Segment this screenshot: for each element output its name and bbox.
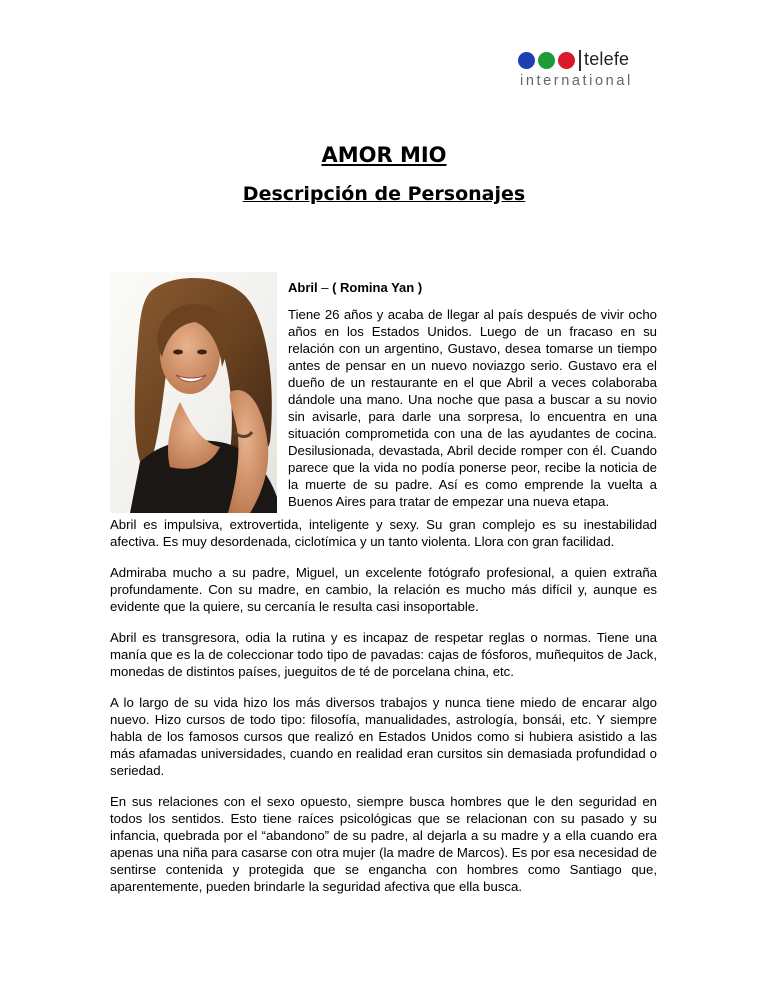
character-name [288,280,422,295]
character-first-name: Abril [288,280,318,295]
character-name-separator: – [317,280,333,295]
character-intro-paragraph: Tiene 26 años y acaba de llegar al país después de vivir ocho años en los Estados Unidos. Luego de un fracaso en su relación con un argentino, Gustavo, desea tomarse un tiempo antes de pensar en un nuevo noviazgo serio. Gustavo era el dueño de un restaurante en el que Abril a veces colaboraba dándole una mano. Una noche que pasa a buscar a su novio sin avisarle, para darle una sorpresa, lo encuentra en una situación comprometida con una de las ayudantes de cocina. Desilusionada, devastada, Abril decide romper con él. Cuando parece que la vida no podía ponerse peor, recibe la noticia de la muerte de su padre. Así es como emprende la vuelta a Buenos Aires para tratar de empezar una nueva etapa. [288,307,657,509]
character-description [110,516,657,909]
telefe-international-logo [518,50,642,92]
logo-red-dot [558,52,575,69]
description-paragraph-5: En sus relaciones con el sexo opuesto, siempre busca hombres que le den seguridad en todos los sentidos. Esto tiene raíces psicológicas que se relacionan con su pasado y su infancia, quebrada por el “abandono” de su padre, al dejarla a su madre y a ella cuando era apenas una niña para casarse con otra mujer (la madre de Marcos). Es por esa necesidad de sentirse contenida y protegida que se engancha con hombres como Santiago que, aparentemente, pueden brindarle la seguridad afectiva que ella busca. [110,794,657,894]
description-paragraph-2: Admiraba mucho a su padre, Miguel, un excelente fotógrafo profesional, a quien extraña profundamente. Con su madre, en cambio, la relación es mucho más difícil y, aunque es evidente que la quiere, su cercanía le resulta casi insoportable. [110,565,657,614]
character-photo [110,272,277,513]
description-paragraph-4: A lo largo de su vida hizo los más diversos trabajos y nunca tiene miedo de encarar algo nuevo. Hizo cursos de todo tipo: filosofía, manualidades, astrología, bonsái, etc. Y siempre habla de los famosos cursos que realizó en Estados Unidos como si hubiera asistido a las más afamadas universidades, cuando en realidad eran cursitos sin demasiada profundidad o seriedad. [110,695,657,778]
document-title: AMOR MIO [321,143,447,167]
logo-green-dot [538,52,555,69]
logo-blue-dot [518,52,535,69]
document-subtitle: Descripción de Personajes [242,183,526,205]
description-paragraph-3: Abril es transgresora, odia la rutina y es incapaz de respetar reglas o normas. Tiene una manía que es la de coleccionar todo tipo de pavadas: cajas de fósforos, muñequitos de Jack, monedas de distintos países, jueguitos de té de porcelana china, etc. [110,630,657,679]
character-actor: ( Romina Yan ) [332,280,423,295]
logo-divider [579,50,581,71]
logo-sub-text: international [520,73,633,89]
description-paragraph-1: Abril es impulsiva, extrovertida, inteligente y sexy. Su gran complejo es su inestabilidad afectiva. Es muy desordenada, ciclotímica y un tanto violenta. Llora con gran facilidad. [110,517,657,549]
logo-brand-text: telefe [584,49,630,69]
